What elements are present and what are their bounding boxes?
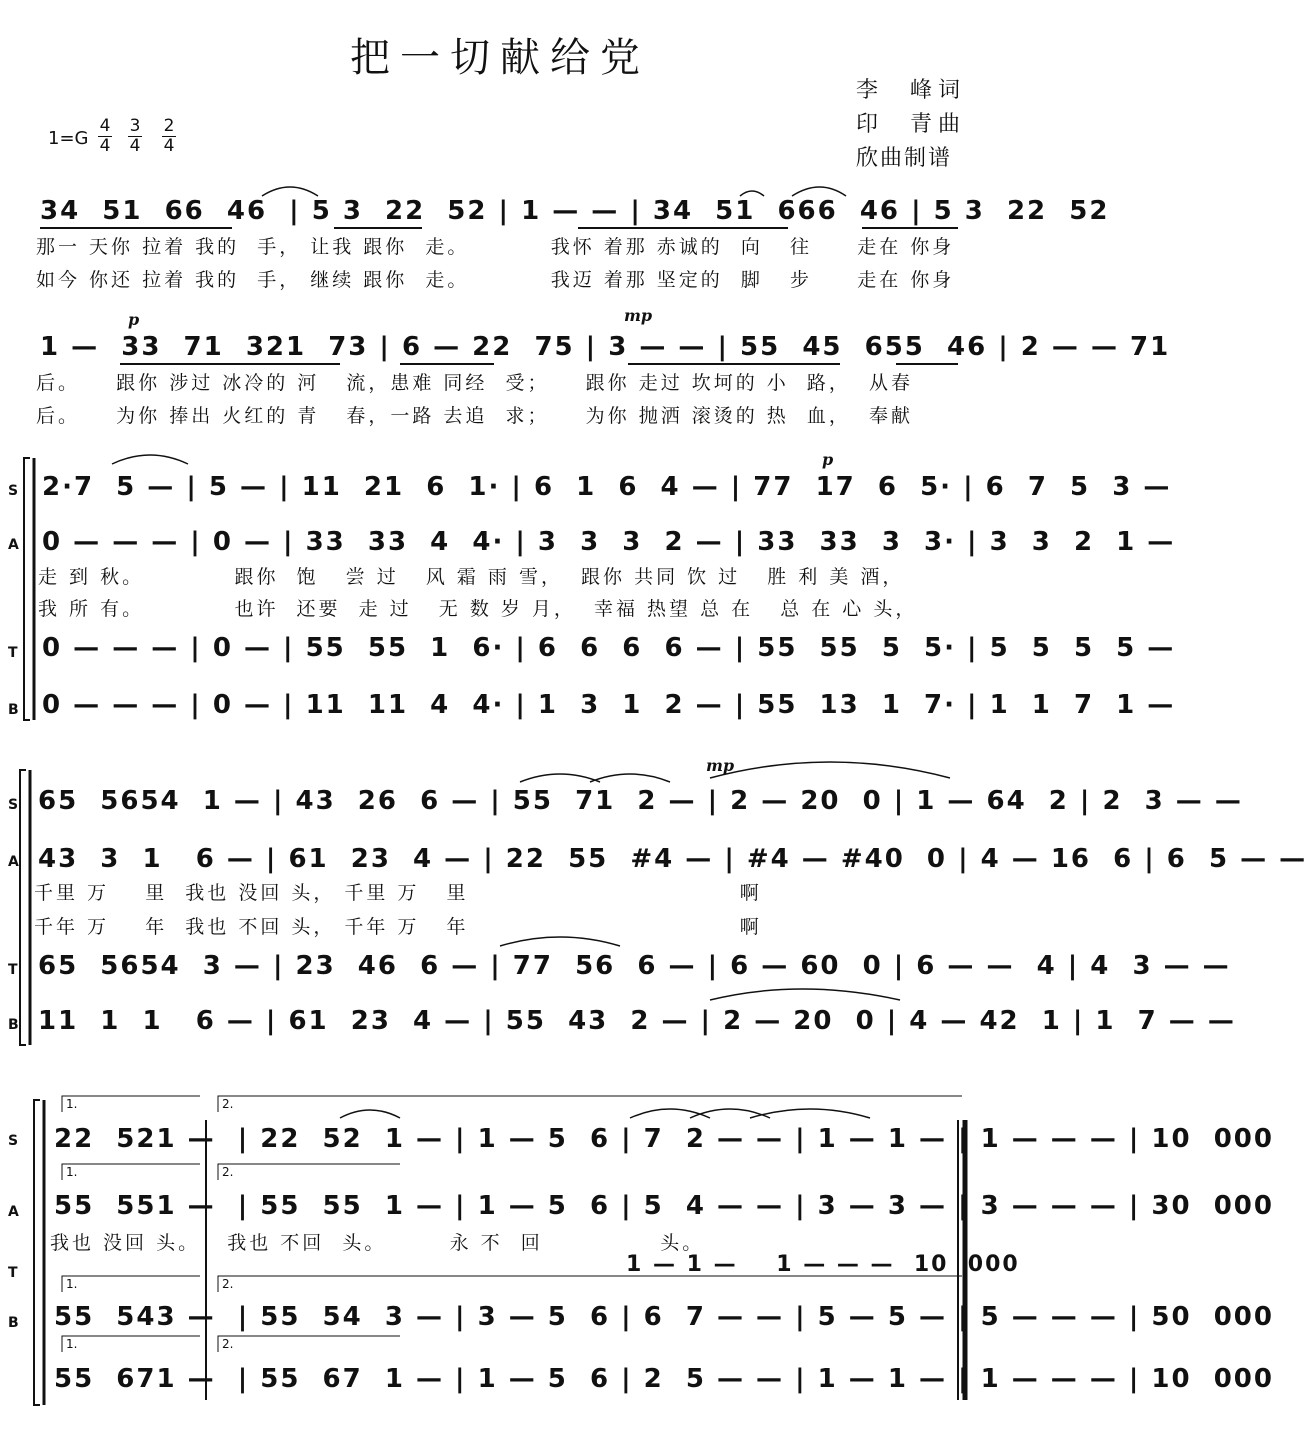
system3-bracket: [24, 458, 30, 720]
system4-lyrics-verse1: 千里 万 里 我也 没回 头， 千里 万 里 啊: [34, 882, 762, 904]
slur-11: [630, 1109, 710, 1118]
system2-melody: 1 — 33 71 321 73 | 6 — 22 75 | 3 — — | 55 45 655 46 | 2 — — 71: [40, 332, 1171, 362]
system2-lyrics-verse1: 后。 跟你 涉过 冰冷的 河 流，患难 同经 受； 跟你 走过 坎坷的 小 路， 从春: [36, 372, 913, 394]
key-signature: 1=G: [48, 128, 89, 149]
system1-melody: 34 51 66 46 | 5 3 22 52 | 1 — — | 34 51 666 46 | 5 3 22 52: [40, 196, 1110, 226]
slur-4: [112, 455, 188, 464]
dynamic-mp: mp: [624, 306, 653, 325]
system4-soprano: 65 5654 1 — | 43 26 6 — | 55 71 2 — | 2 — 20 0 | 1 — 64 2 | 2 3 — —: [38, 786, 1243, 816]
volta-bracket-1-s: [62, 1096, 200, 1112]
volta-bracket-1-a: [62, 1164, 200, 1180]
system4-alto: 43 3 1 6 — | 61 23 4 — | 22 55 #4 — | #4 — #40 0 | 4 — 16 6 | 6 5 — —: [38, 844, 1307, 874]
system1-lyrics-verse2: 如今 你还 拉着 我的 手， 继续 跟你 走。 我迈 着那 坚定的 脚 步 走在 你身: [36, 269, 955, 291]
slur-7: [590, 774, 670, 782]
time-signature-4-4: 4 4: [99, 116, 111, 156]
slur-1: [262, 187, 318, 196]
slur-8: [500, 937, 620, 946]
system3-bass: 0 — — — | 0 — | 11 11 4 4· | 1 3 1 2 — | 55 13 1 7· | 1 1 7 1 —: [42, 690, 1176, 720]
voice-label-tenor-2: T: [8, 962, 18, 978]
volta-2-t: 2.: [222, 1277, 234, 1291]
voice-label-bass-2: B: [8, 1017, 19, 1033]
system3-lyrics-verse1: 走 到 秋。 跟你 饱 尝 过 风 霜 雨 雪， 跟你 共同 饮 过 胜 利 美 酒，: [38, 566, 905, 588]
volta-bracket-1-b: [62, 1336, 200, 1352]
dynamic-p: p: [128, 310, 140, 329]
system4-tenor: 65 5654 3 — | 23 46 6 — | 77 56 6 — | 6 — 60 0 | 6 — — 4 | 4 3 — —: [38, 951, 1231, 981]
voice-label-alto-3: A: [8, 1204, 19, 1220]
dynamic-mp-2: mp: [706, 756, 735, 775]
volta-1-b: 1.: [66, 1337, 78, 1351]
system3-lyrics-verse2: 我 所 有。 也许 还要 走 过 无 数 岁 月， 幸福 热望 总 在 总 在 心 头，: [38, 598, 918, 620]
slur-9: [710, 989, 900, 1000]
lyricist-credit: 李 峰词: [856, 78, 966, 103]
voice-label-soprano-3: S: [8, 1133, 19, 1149]
system5-soprano: 22 521 — | 22 52 1 — | 1 — 5 6 | 7 2 — — | 1 — 1 — | 1 — — — | 10 000: [54, 1124, 1274, 1154]
voice-label-alto-2: A: [8, 854, 19, 870]
volta-bracket-2-b: [218, 1336, 400, 1352]
system4-bass: 11 1 1 6 — | 61 23 4 — | 55 43 2 — | 2 — 20 0 | 4 — 42 1 | 1 7 — —: [38, 1006, 1236, 1036]
system3-alto: 0 — — — | 0 — | 33 33 4 4· | 3 3 3 2 — | 33 33 3 3· | 3 3 2 1 —: [42, 527, 1176, 557]
volta-1-t: 1.: [66, 1277, 78, 1291]
system5-tenor: 55 543 — | 55 54 3 — | 3 — 5 6 | 6 7 — — | 5 — 5 — | 5 — — — | 50 000: [54, 1302, 1274, 1332]
engraver-credit: 欣曲制谱: [856, 146, 953, 171]
system2-lyrics-verse2: 后。 为你 捧出 火红的 青 春，一路 去追 求； 为你 抛洒 滚烫的 热 血， 奉献: [36, 405, 913, 427]
slur-6: [520, 774, 600, 782]
composer-credit: 印 青曲: [856, 112, 966, 137]
system1-lyrics-verse1: 那一 天你 拉着 我的 手， 让我 跟你 走。 我怀 着那 赤诚的 向 往 走在 你身: [36, 236, 955, 258]
system5-alto-lower: 1 — 1 — 1 — — — 10 000: [626, 1252, 1020, 1277]
voice-label-soprano-2: S: [8, 797, 19, 813]
system4-bracket: [20, 770, 26, 1045]
volta-1-a: 1.: [66, 1165, 78, 1179]
volta-2-s: 2.: [222, 1097, 234, 1111]
system3-tenor: 0 — — — | 0 — | 55 55 1 6· | 6 6 6 6 — | 55 55 5 5· | 5 5 5 5 —: [42, 633, 1176, 663]
system4-lyrics-verse2: 千年 万 年 我也 不回 头， 千年 万 年 啊: [34, 916, 762, 938]
slur-2: [792, 187, 846, 196]
system5-lyrics: 我也 没回 头。 我也 不回 头。 永 不 回 头。: [50, 1232, 705, 1254]
slur-5: [710, 762, 950, 778]
voice-label-tenor-3: T: [8, 1265, 18, 1281]
volta-2-b: 2.: [222, 1337, 234, 1351]
voice-label-bass: B: [8, 702, 19, 718]
dynamic-p-soprano: p: [822, 450, 834, 469]
slur-12: [690, 1109, 770, 1118]
volta-bracket-2-s: [218, 1096, 962, 1112]
slur-3: [740, 191, 764, 196]
volta-bracket-2-a: [218, 1164, 400, 1180]
system3-soprano: 2·7 5 — | 5 — | 11 21 6 1· | 6 1 6 4 — | 77 17 6 5· | 6 7 5 3 —: [42, 472, 1172, 502]
voice-label-alto: A: [8, 537, 19, 553]
volta-1-s: 1.: [66, 1097, 78, 1111]
slur-10: [340, 1110, 400, 1118]
time-signature-2-4: 2 4: [163, 116, 175, 156]
system5-bass: 55 671 — | 55 67 1 — | 1 — 5 6 | 2 5 — — | 1 — 1 — | 1 — — — | 10 000: [54, 1364, 1274, 1394]
system5-alto: 55 551 — | 55 55 1 — | 1 — 5 6 | 5 4 — — | 3 — 3 — | 3 — — — | 30 000: [54, 1191, 1274, 1221]
system5-bracket: [34, 1100, 40, 1405]
voice-label-soprano: S: [8, 483, 19, 499]
song-title: 把一切献给党: [350, 35, 650, 81]
volta-bracket-1-t: [62, 1276, 200, 1292]
volta-bracket-2-t: [218, 1276, 962, 1292]
time-signature-3-4: 3 4: [129, 116, 141, 156]
voice-label-tenor: T: [8, 645, 18, 661]
volta-2-a: 2.: [222, 1165, 234, 1179]
voice-label-bass-3: B: [8, 1315, 19, 1331]
